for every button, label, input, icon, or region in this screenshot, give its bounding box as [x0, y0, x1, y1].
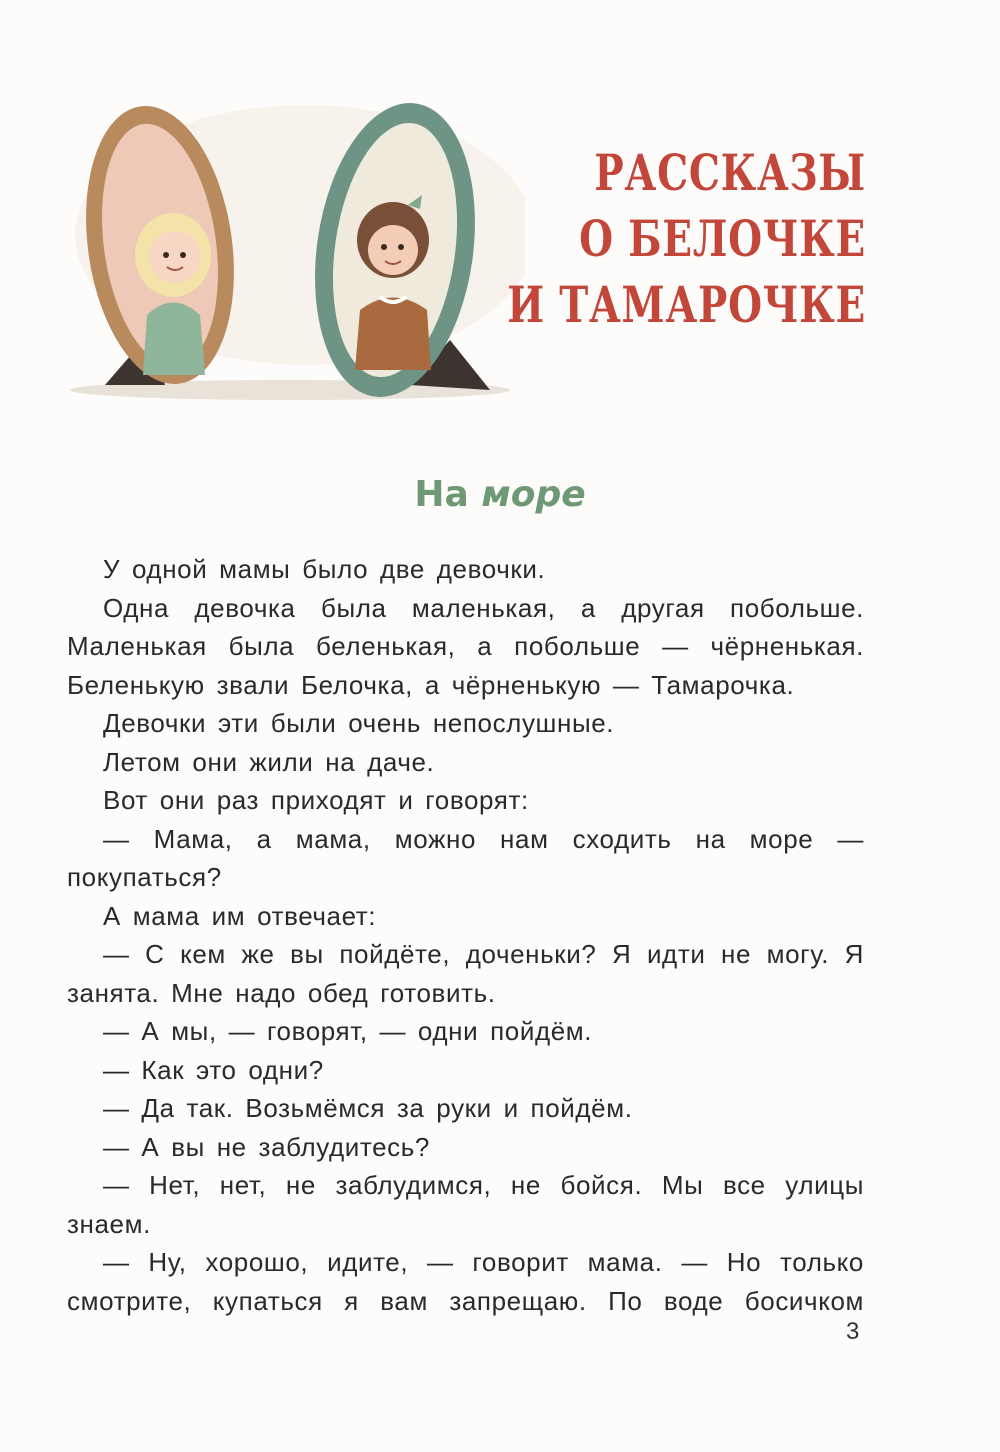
page-number: 3 [846, 1318, 860, 1345]
paragraph: Летом они жили на даче. [103, 746, 435, 777]
paragraph: Одна девочка была маленькая, а другая побольше. Маленькая была беленькая, а побольше — чёрненькая. Беленькую звали Белочка, а чёрненькую — Тамарочка. [67, 592, 864, 700]
two-mirrors-illustration [55, 85, 525, 415]
title-line-3: И ТАМАРОЧКЕ [507, 275, 866, 334]
paragraph: — Да так. Возьмёмся за руки и пойдём. [103, 1093, 633, 1123]
story-text [67, 550, 864, 1320]
paragraph: — Как это одни? [103, 1054, 324, 1085]
paragraph: — А вы не заблудитесь? [103, 1131, 430, 1162]
paragraph: — Мама, а мама, можно нам сходить на море — покупаться? [67, 823, 864, 892]
paragraph: Вот они раз приходят и говорят: [103, 785, 529, 815]
story-title-prefix: На [414, 474, 482, 515]
title-line-1: РАССКАЗЫ [594, 143, 866, 202]
book-section-title [507, 140, 866, 338]
paragraph: А мама им отвечает: [103, 900, 377, 931]
paragraph: Девочки эти были очень непослушные. [103, 708, 615, 738]
paragraph: У одной мамы было две девочки. [103, 554, 546, 584]
paragraph: — С кем же вы пойдёте, доченьки? Я идти не могу. Я занята. Мне надо обед готовить. [67, 939, 864, 1008]
paragraph: — Ну, хорошо, идите, — говорит мама. — Но только смотрите, купаться я вам запрещаю. По воде босичком [67, 1247, 864, 1316]
title-line-2: О БЕЛОЧКЕ [579, 209, 866, 268]
paragraph: — А мы, — говорят, — одни пойдём. [103, 1016, 593, 1046]
story-title [0, 474, 1000, 515]
paragraph: — Нет, нет, не заблудимся, не бойся. Мы все улицы знаем. [67, 1170, 864, 1239]
story-title-word: море [481, 474, 586, 515]
